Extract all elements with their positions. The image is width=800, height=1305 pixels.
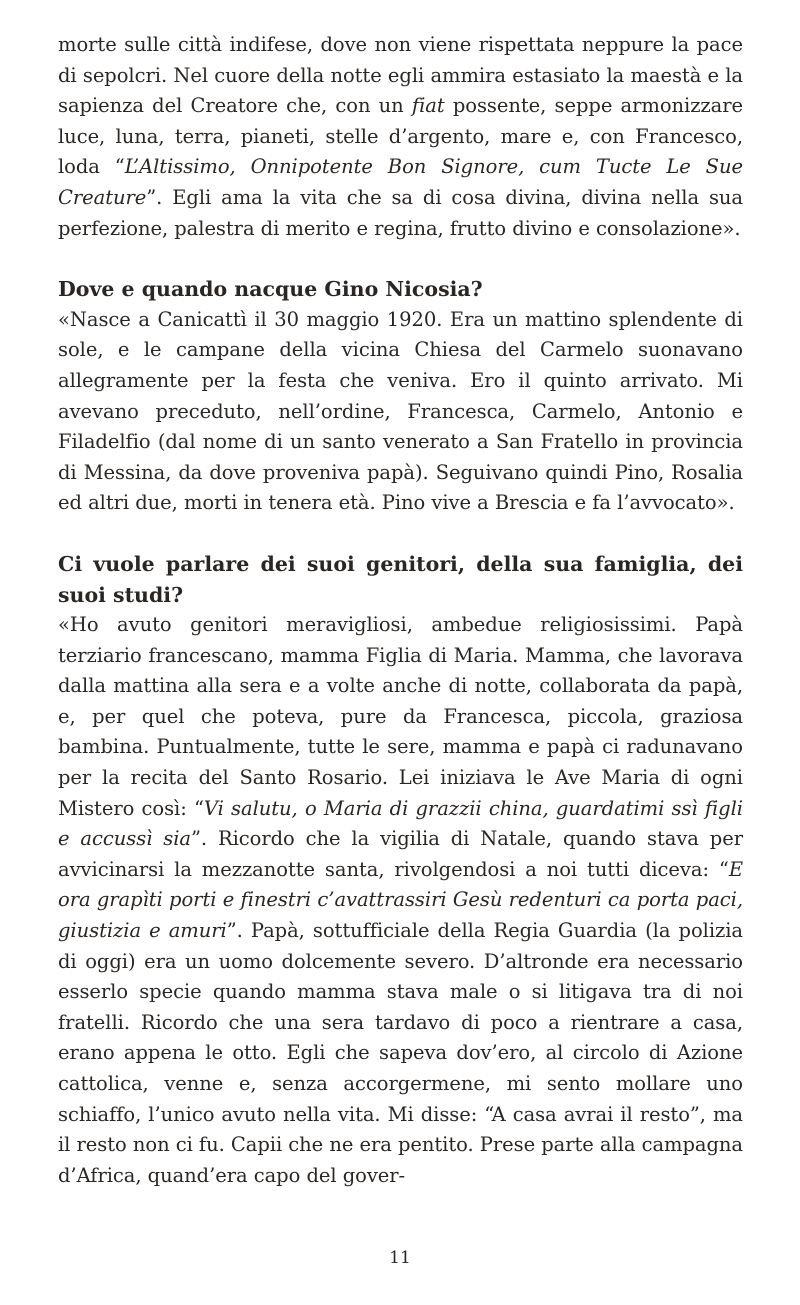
answer2-text-2: ”. Ricordo che la vigilia di Natale, quando stava per avvicinarsi la mezzanotte santa, rivolgendosi a noi tutti diceva: “: [58, 827, 743, 881]
intro-text-1: morte sulle città indifese, dove non viene rispettata neppure la pace di sepolcri. Nel cuore della notte egli ammira estasiato la maestà e la sapienza del Creatore che, con un: [58, 33, 743, 118]
section-gap: [58, 244, 743, 274]
intro-quote-italic: L’Altissimo, Onnipotente Bon Signore, cum Tucte Le Sue Creature: [58, 155, 743, 209]
section-gap: [58, 519, 743, 549]
intro-text-3: ”. Egli ama la vita che sa di cosa divina, divina nella sua perfezione, palestra di merito e regina, frutto divino e consolazione».: [58, 185, 743, 240]
answer2-quote-1: Vi salutu, o Maria di grazzii china, guardatimi ssì figli e accussì sia: [58, 796, 743, 851]
answer2-text-1: «Ho avuto genitori meravigliosi, ambedue religiosissimi. Papà terziario francescano, mamma Figlia di Maria. Mamma, che lavorava dalla mattina alla sera e a volte anche di notte, collaborata da papà, e, per quel che poteva, pure da Francesca, piccola, graziosa bambina. Puntualmente, tutte le sere, mamma e papà ci radunavano per la recita del Santo Rosario. Lei iniziava le Ave Maria di ogni Mistero così: “: [58, 613, 743, 820]
page-number: 11: [389, 1248, 411, 1268]
answer2-text-3: ”. Papà, sottufficiale della Regia Guardia (la polizia di oggi) era un uomo dolcemente severo. D’altronde era necessario esserlo specie quando mamma stava male o si litigava tra di noi fratelli. Ricordo che una sera tardavo di poco a rientrare a casa, erano appena le otto. Egli che sapeva dov’ero, al circolo di Azione cattolica, venne e, senza accorgermene, mi sento mollare uno schiaffo, l’unico avuto nella vita. Mi disse: “A casa avrai il resto”, ma il resto non ci fu. Capii che ne era pentito. Prese parte alla campagna d’Africa, quand’era capo del gover-: [58, 919, 744, 1187]
page-body: [58, 30, 743, 1191]
answer-paragraph-1: «Nasce a Canicattì il 30 maggio 1920. Era un mattino splendente di sole, e le campane della vicina Chiesa del Carmelo suonavano allegramente per la festa che veniva. Ero il quinto arrivato. Mi avevano preceduto, nell’ordine, Francesca, Carmelo, Antonio e Filadelfio (dal nome di un santo venerato a San Fratello in provincia di Messina, da dove proveniva papà). Seguivano quindi Pino, Rosalia ed altri due, morti in tenera età. Pino vive a Brescia e fa l’avvocato».: [58, 307, 743, 515]
question-heading-1: Dove e quando nacque Gino Nicosia?: [58, 277, 483, 302]
intro-fiat-italic: fiat: [411, 94, 445, 118]
question-heading-2: Ci vuole parlare dei suoi genitori, della sua famiglia, dei suoi studi?: [58, 551, 743, 607]
intro-paragraph: [58, 30, 743, 244]
answer2-quote-2: E ora grapìti porti e finestri c’avattrassiri Gesù redenturi ca porta paci, giustizia e amuri: [58, 857, 743, 943]
intro-text-2: possente, seppe armonizzare luce, luna, terra, pianeti, stelle d’argento, mare e, con Francesco, loda “: [58, 94, 743, 179]
answer-paragraph-2: [58, 610, 743, 1191]
